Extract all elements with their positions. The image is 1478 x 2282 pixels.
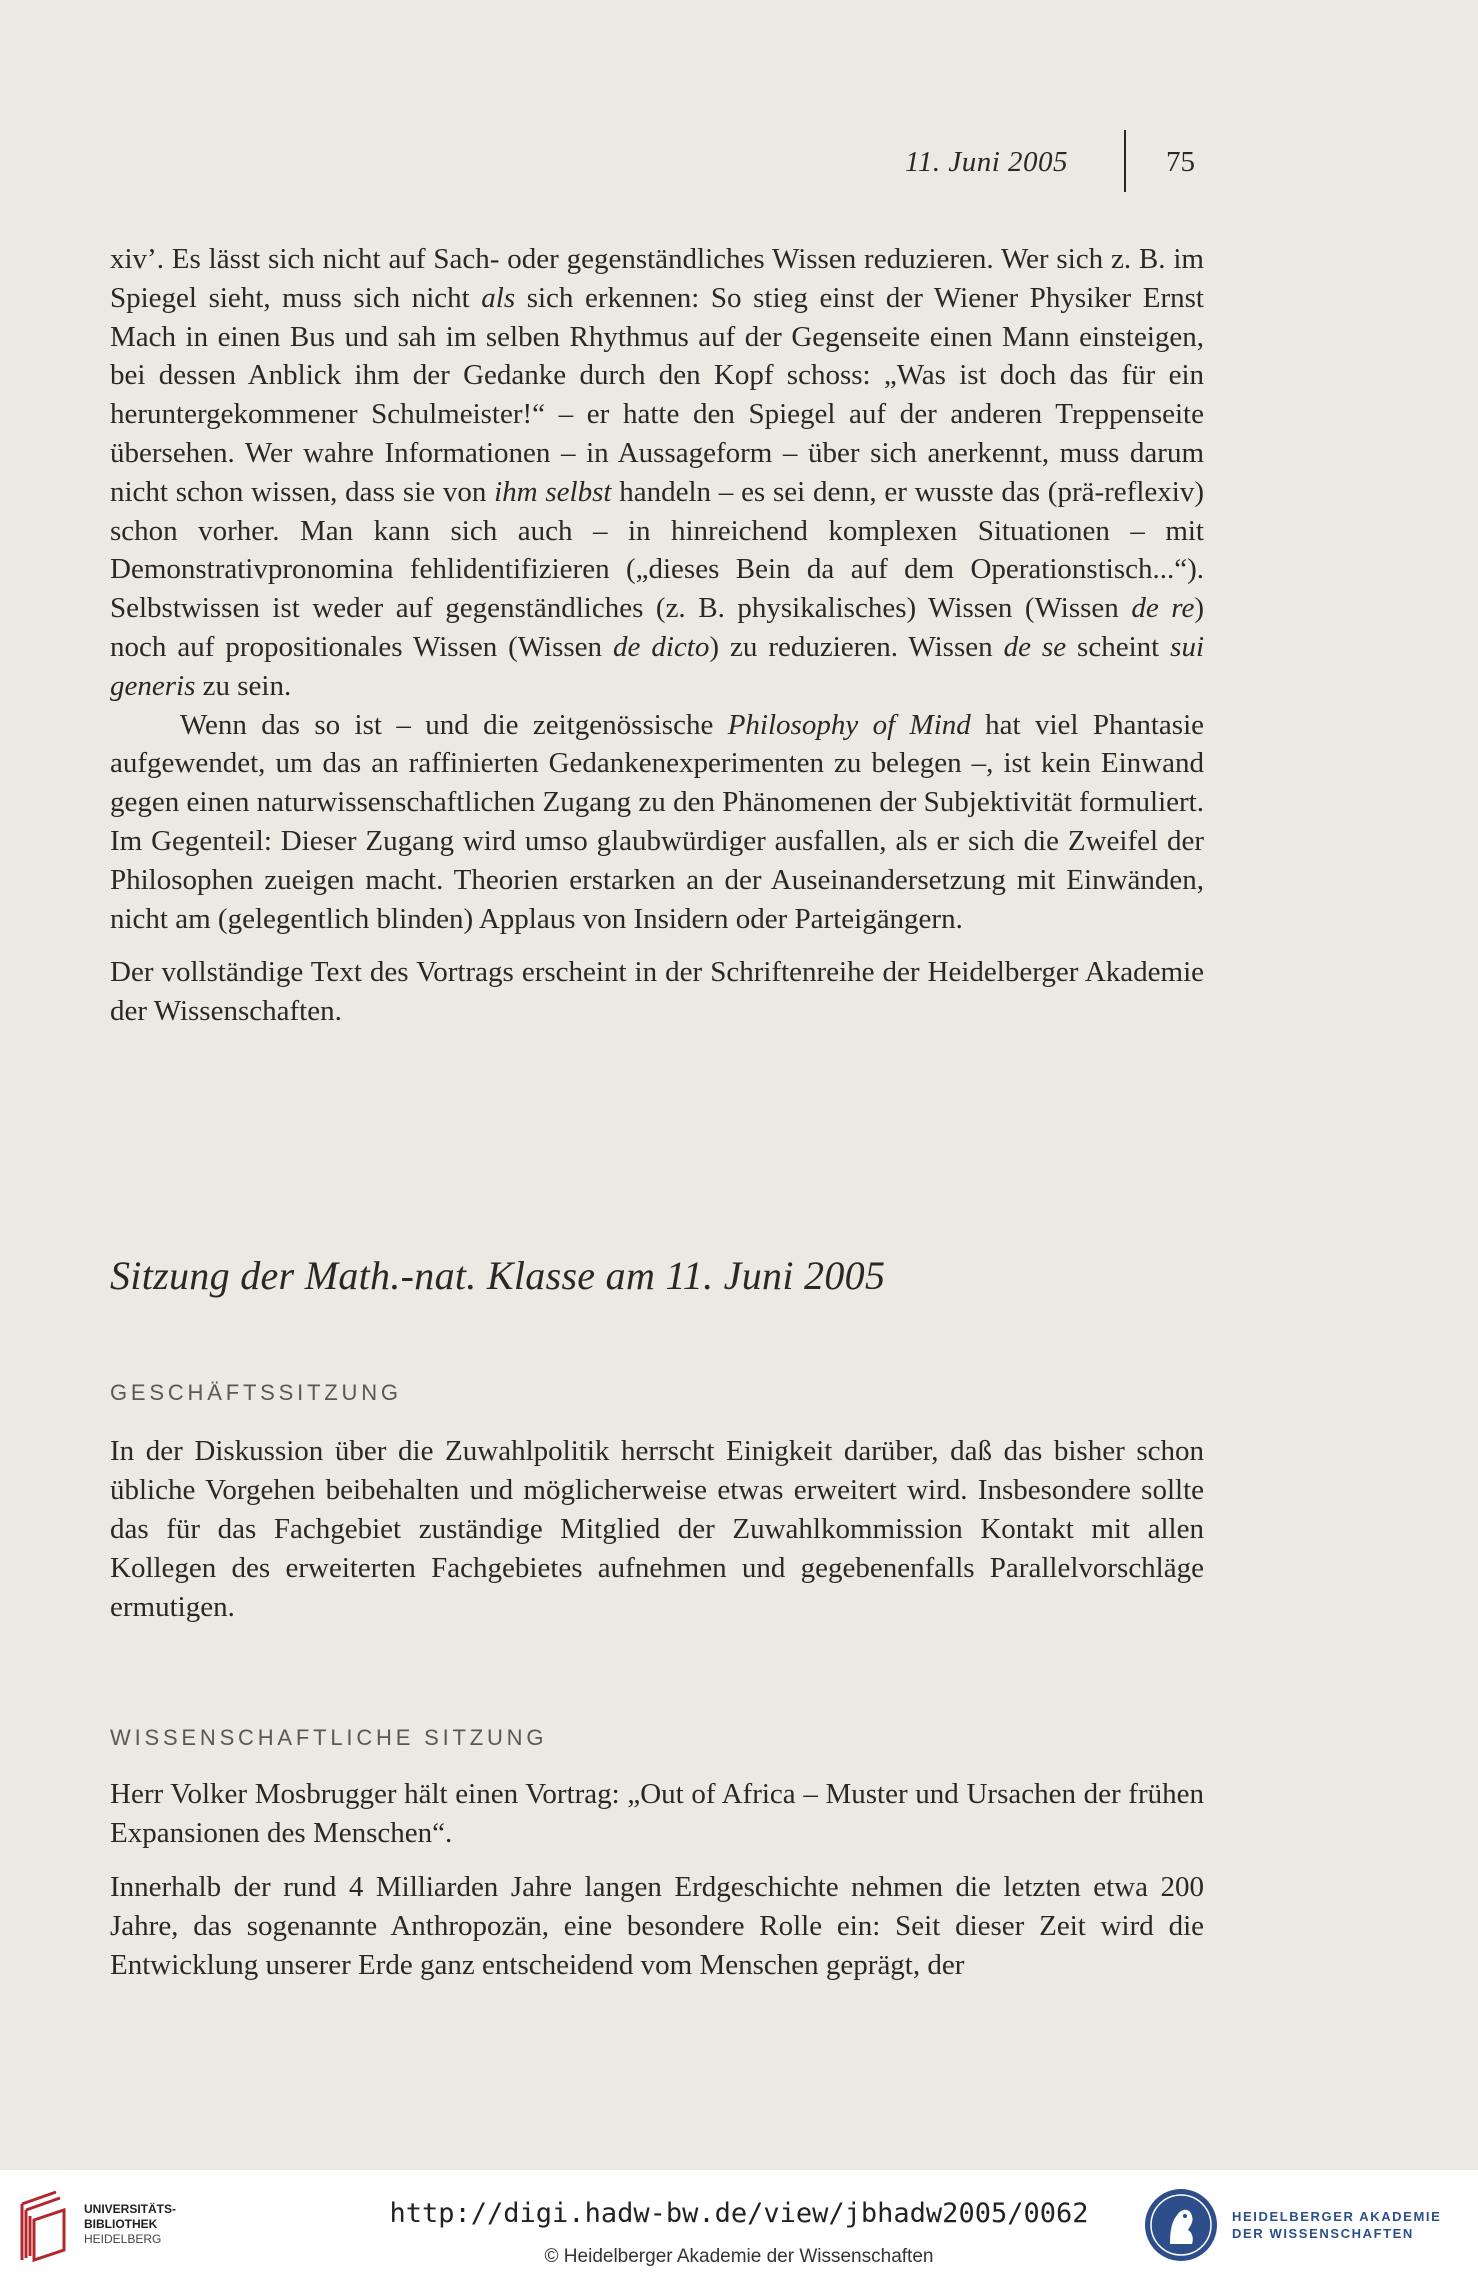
business-block [110, 1432, 1204, 1627]
paragraph-1 [110, 240, 1204, 706]
label-wissenschaftliche-sitzung: WISSENSCHAFTLICHE SITZUNG [110, 1725, 548, 1750]
italic-term: Philosophy of Mind [727, 708, 971, 741]
permalink[interactable]: http://digi.hadw-bw.de/view/jbhadw2005/0062 [389, 2198, 1089, 2229]
paragraph-2 [110, 706, 1204, 939]
italic-term: de re [1131, 592, 1195, 625]
header-date: 11. Juni 2005 [904, 146, 1068, 178]
section-title: Sitzung der Math.-nat. Klasse am 11. Juni 2005 [110, 1253, 886, 1298]
ub-heidelberg-wordmark: UNIVERSITÄTS- BIBLIOTHEK HEIDELBERG [84, 2202, 177, 2246]
science-block [110, 1775, 1204, 1985]
text-run: handeln – es sei denn, er wusste das (prä-reflexiv) schon vorher. Man kann sich auch – in hinreichend komplexen Situationen – mit Demonstrativpronomina fehlidentifizieren („dieses Bein da auf dem Operationstisch...“). Selbstwissen ist weder auf gegenständliches (z. B. physikalisches) Wissen (Wissen [110, 475, 1204, 625]
paragraph-3: Der vollständige Text des Vortrags erscheint in der Schriftenreihe der Heidelberger Akademie der Wissenschaften. [110, 956, 1204, 1028]
text-run: sich erkennen: So stieg einst der Wiener Physiker Ernst Mach in einen Bus und sah im selben Rhythmus auf der Gegenseite einen Mann einsteigen, bei dessen Anblick ihm der Gedanke durch den Kopf schoss: „Was ist doch das für ein heruntergekommener Schulmeister!“ – er hatte den Spiegel auf der anderen Treppenseite übersehen. Wer wahre Informationen – in Aussageform – über sich anerkennt, muss darum nicht schon wissen, dass sie von [110, 281, 1204, 508]
academy-wordmark: HEIDELBERGER AKADEMIE DER WISSENSCHAFTEN [1232, 2209, 1442, 2241]
text-run: hat viel Phantasie aufgewendet, um das an raffinierten Gedankenexperimenten zu belegen –, ist kein Einwand gegen einen naturwissenschaftlichen Zugang zu den Phänomenen der Subjektivität formuliert. Im Gegenteil: Dieser Zugang wird umso glaubwürdiger ausfallen, als er sich die Zweifel der Philosophen zueigen macht. Theorien erstarken an der Auseinandersetzung mit Einwänden, nicht am (gelegentlich blinden) Applaus von Insidern oder Parteigängern. [110, 708, 1204, 935]
text-run: ) noch auf propositionales Wissen (Wissen [110, 592, 1204, 663]
text-run: Wenn das so ist – und die zeitgenössische [180, 708, 728, 741]
text-run: xiv’. Es lässt sich nicht auf Sach- oder gegenständliches Wissen reduzieren. Wer sich z. B. im Spiegel sieht, muss sich nicht [110, 243, 1204, 314]
text-run: zu sein. [195, 669, 292, 702]
label-geschaeftssitzung: GESCHÄFTSSITZUNG [110, 1380, 402, 1405]
copyright-notice: © Heidelberger Akademie der Wissenschaften [544, 2246, 934, 2267]
italic-term: ihm selbst [494, 475, 612, 508]
italic-term: de se [1003, 630, 1067, 663]
body-text [110, 240, 1204, 1031]
academy-seal-icon [1142, 2186, 1220, 2264]
italic-term: de dicto [613, 630, 710, 663]
science-paragraph-2: Innerhalb der rund 4 Milliarden Jahre langen Erdgeschichte nehmen die letzten etwa 200 Jahre, das sogenannte Anthropozän, eine besondere Rolle ein: Seit dieser Zeit wird die Entwicklung unserer Erde ganz entscheidend vom Menschen geprägt, der [110, 1871, 1204, 1981]
business-paragraph: In der Diskussion über die Zuwahlpolitik herrscht Einigkeit darüber, daß das bisher schon übliche Vorgehen beibehalten und möglicherweise etwas erweitert wird. Insbesondere sollte das für das Fachgebiet zuständige Mitglied der Zuwahlkommission Kontakt mit allen Kollegen des erweiterten Fachgebietes aufnehmen und gegebenenfalls Parallelvorschläge ermutigen. [110, 1435, 1204, 1623]
text-run: scheint [1066, 630, 1171, 663]
italic-term: sui generis [110, 630, 1205, 702]
italic-term: als [481, 281, 516, 314]
running-header [0, 146, 1478, 190]
viewer-footer [0, 2170, 1478, 2282]
page-number: 75 [1166, 146, 1195, 178]
text-run: ) zu reduzieren. Wissen [709, 630, 1004, 663]
science-paragraph-1: Herr Volker Mosbrugger hält einen Vortrag: „Out of Africa – Muster und Ursachen der frühen Expansionen des Menschen“. [110, 1778, 1204, 1849]
header-divider [1124, 130, 1126, 192]
